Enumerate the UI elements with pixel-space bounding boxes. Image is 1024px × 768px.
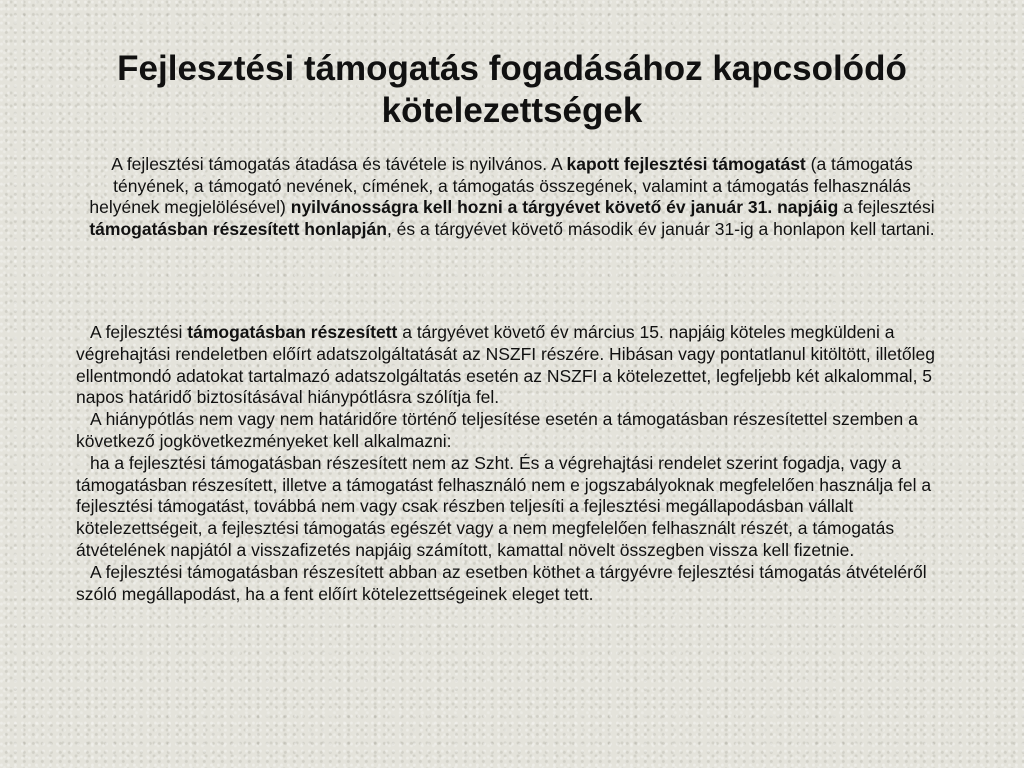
paragraph-data-reporting: [76, 322, 948, 409]
paragraph-1-text-2: a tárgyévet követő év március 15. napjáig köteles megküldeni a végrehajtási rendeletben előírt adatszolgáltatását az NSZFI részére. Hibásan vagy pontatlanul kitöltött, illetőleg ellentmondó adatokat tartalmazó adatszolgáltatás esetén az NSZFI a kötelezettet, legfeljebb két alkalommal, 5 napos határidő biztosításával hiánypótlásra szólítja fel.: [76, 322, 935, 408]
paragraph-1-bold-1: támogatásban részesített: [187, 322, 398, 342]
intro-text-3: a fejlesztési: [838, 197, 935, 217]
paragraph-1-text-1: A fejlesztési: [90, 322, 188, 342]
slide-title-line-1: Fejlesztési támogatás fogadásához kapcsolódó: [117, 49, 907, 88]
intro-text-4: , és a tárgyévet követő második év január 31-ig a honlapon kell tartani.: [386, 218, 935, 239]
paragraph-consequences: A hiánypótlás nem vagy nem határidőre történő teljesítése esetén a támogatásban részesítettel szemben a következő jogkövetkezményeket kell alkalmazni:: [76, 409, 918, 451]
intro-text-2: (a támogatás tényének, a támogató nevének, címének, a támogatás összegének, valamint a támogatás felhasználás helyének megjelölésével): [89, 154, 913, 217]
intro-paragraph: [76, 154, 948, 240]
paragraph-repayment: ha a fejlesztési támogatásban részesített nem az Szht. És a végrehajtási rendelet szerint fogadja, vagy a támogatásban részesített, illetve a támogatást felhasználó nem e jogszabályoknak megfelelően használja fel a fejlesztési támogatást, továbbá nem vagy csak részben teljesíti a fejlesztési megállapodásban vállalt kötelezettségeit, a fejlesztési támogatás egészét vagy a nem megfelelően felhasznált részét, a támogatás átvételének napjától a visszafizetés napjáig számított, kamattal növelt összegben vissza kell fizetnie.: [76, 452, 932, 560]
intro-text-1: A fejlesztési támogatás átadása és távétele is nyilvános. A: [111, 154, 567, 174]
intro-bold-1: kapott fejlesztési támogatást: [566, 154, 806, 174]
intro-bold-3: támogatásban részesített honlapján: [89, 218, 387, 239]
slide-title: [40, 48, 984, 132]
paragraph-agreement-condition: A fejlesztési támogatásban részesített abban az esetben köthet a tárgyévre fejlesztési támogatás átvételéről szóló megállapodást, ha a fent előírt kötelezettségeinek eleget tett.: [76, 561, 927, 604]
intro-bold-2: nyilvánosságra kell hozni a tárgyévet követő év január 31. napjáig: [290, 197, 839, 217]
body-text: [76, 322, 948, 605]
slide-title-line-2: kötelezettségek: [381, 91, 643, 130]
